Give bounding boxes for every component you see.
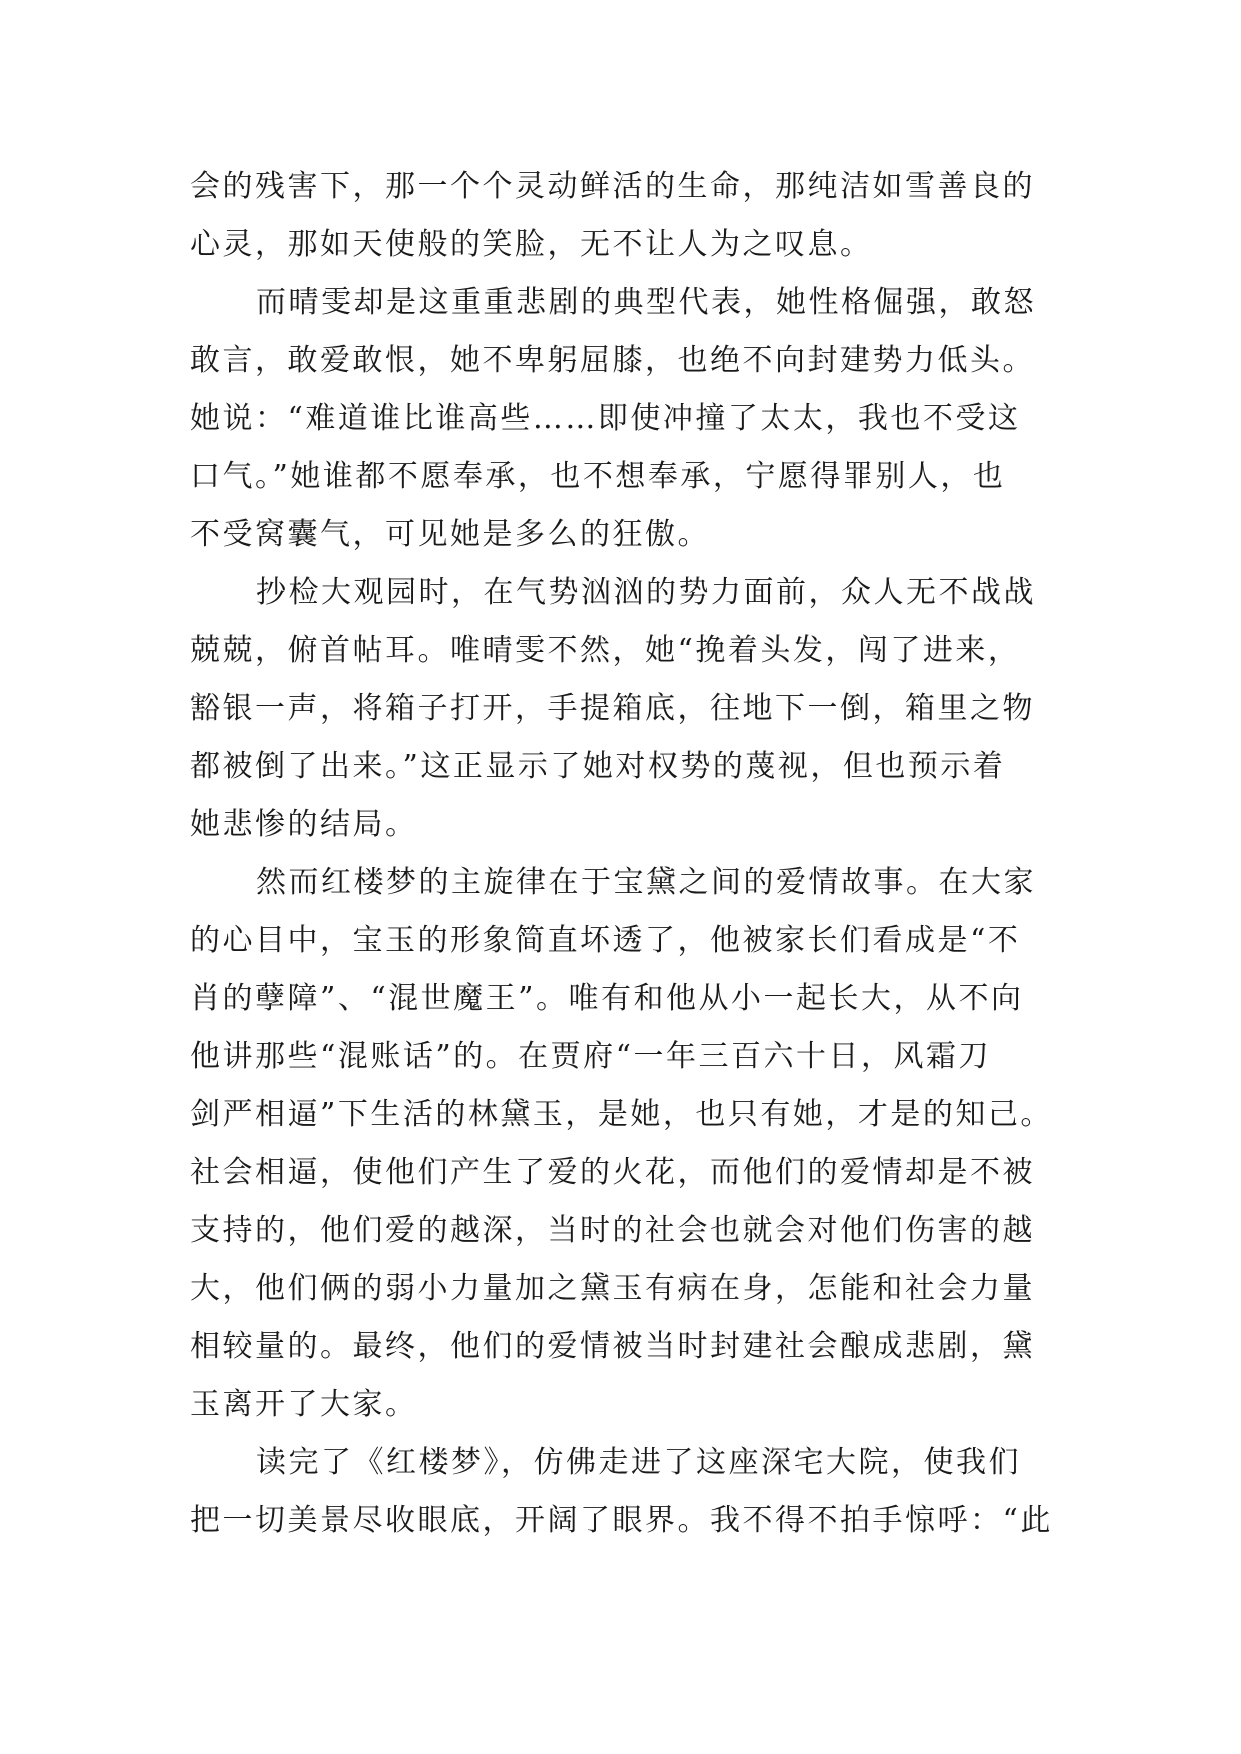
text-line: 会的残害下，那一个个灵动鲜活的生命，那纯洁如雪善良的	[190, 169, 1035, 204]
text-line: 把一切美景尽收眼底，开阔了眼界。我不得不拍手惊呼：“此	[190, 1503, 1053, 1538]
text-line: 兢兢，俯首帖耳。唯晴雯不然，她“挽着头发，闯了进来，	[190, 633, 1021, 668]
paragraph-start-line: 而晴雯却是这重重悲剧的典型代表，她性格倔强，敢怒	[256, 285, 1036, 320]
text-line: 都被倒了出来。”这正显示了她对权势的蔑视，但也预示着	[190, 749, 1006, 784]
paragraph-start-line: 读完了《红楼梦》，仿佛走进了这座深宅大院，使我们	[256, 1445, 1021, 1480]
text-line: 的心目中，宝玉的形象简直坏透了，他被家长们看成是“不	[190, 923, 1021, 958]
text-line: 玉离开了大家。	[190, 1387, 418, 1422]
text-line: 她说：“难道谁比谁高些……即使冲撞了太太，我也不受这	[190, 401, 1021, 436]
text-line: 社会相逼，使他们产生了爱的火花，而他们的爱情却是不被	[190, 1155, 1035, 1190]
text-line: 心灵，那如天使般的笑脸，无不让人为之叹息。	[190, 227, 873, 262]
text-line: 支持的，他们爱的越深，当时的社会也就会对他们伤害的越	[190, 1213, 1035, 1248]
text-line: 口气。”她谁都不愿奉承，也不想奉承，宁愿得罪别人，也	[190, 459, 1006, 494]
text-line: 他讲那些“混账话”的。在贾府“一年三百六十日，风霜刀	[190, 1039, 992, 1074]
text-line: 大，他们俩的弱小力量加之黛玉有病在身，怎能和社会力量	[190, 1271, 1035, 1306]
text-line: 不受窝囊气，可见她是多么的狂傲。	[190, 517, 710, 552]
paragraph-start-line: 然而红楼梦的主旋律在于宝黛之间的爱情故事。在大家	[256, 865, 1036, 900]
text-line: 相较量的。最终，他们的爱情被当时封建社会酿成悲剧，黛	[190, 1329, 1035, 1364]
paragraph-start-line: 抄检大观园时，在气势汹汹的势力面前，众人无不战战	[256, 575, 1036, 610]
document-body	[190, 158, 1070, 1550]
text-line: 肖的孽障”、“混世魔王”。唯有和他从小一起长大，从不向	[190, 981, 1024, 1016]
text-line: 她悲惨的结局。	[190, 807, 418, 842]
text-line: 敢言，敢爱敢恨，她不卑躬屈膝，也绝不向封建势力低头。	[190, 343, 1035, 378]
text-line: 剑严相逼”下生活的林黛玉，是她，也只有她，才是的知己。	[190, 1097, 1053, 1132]
text-line: 豁银一声，将箱子打开，手提箱底，往地下一倒，箱里之物	[190, 691, 1035, 726]
